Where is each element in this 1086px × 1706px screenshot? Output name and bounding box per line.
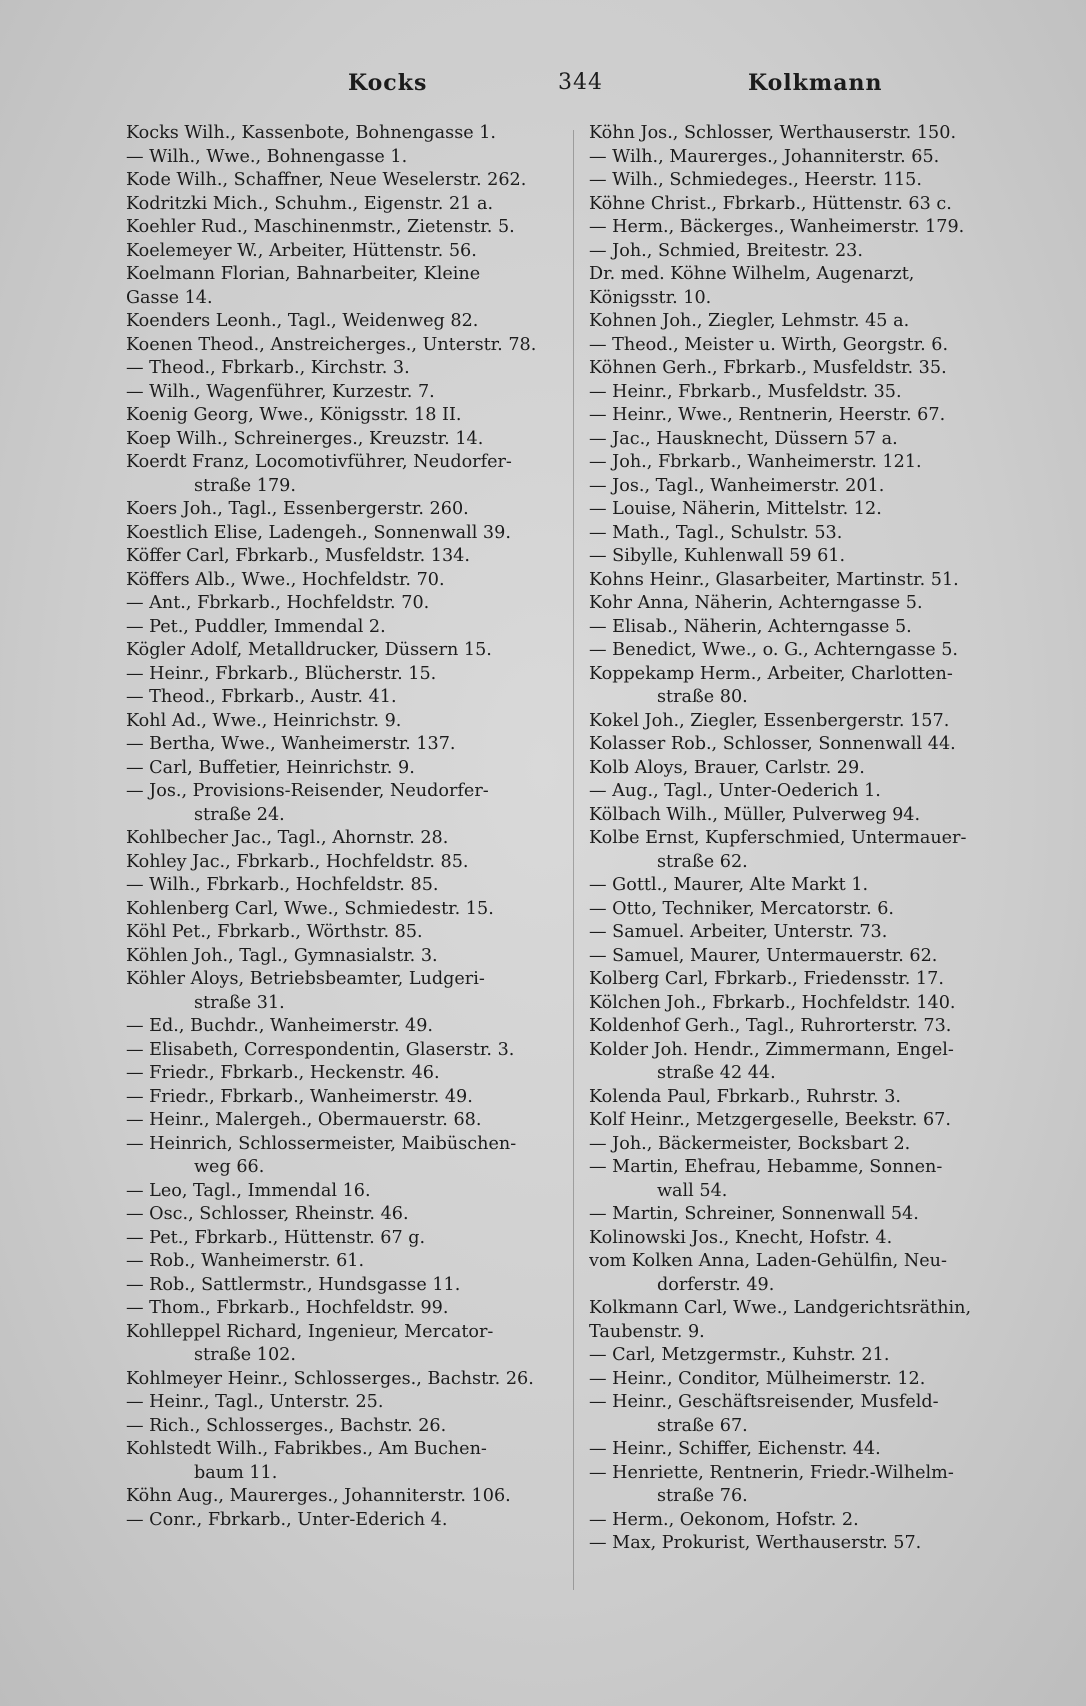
directory-entry-line: Koenig Georg, Wwe., Königsstr. 18 II. xyxy=(126,405,462,425)
directory-entry-line: — Wilh., Maurerges., Johanniterstr. 65. xyxy=(589,146,940,167)
directory-entry-line: — Jos., Provisions-Reisender, Neudorfer- xyxy=(126,781,489,801)
directory-entry-line: straße 67. xyxy=(657,1415,748,1436)
directory-entry-line: — Heinr., Fbrkarb., Musfeldstr. 35. xyxy=(589,381,902,402)
directory-entry-line: Kohr Anna, Näherin, Achterngasse 5. xyxy=(589,593,923,613)
directory-entry-line: vom Kolken Anna, Laden-Gehülfin, Neu- xyxy=(589,1251,947,1271)
directory-entry-line: — Elisabeth, Correspondentin, Glaserstr. 3. xyxy=(126,1039,515,1060)
directory-entry-line: dorferstr. 49. xyxy=(657,1274,775,1295)
directory-entry-line: Köffers Alb., Wwe., Hochfeldstr. 70. xyxy=(126,569,445,590)
directory-entry-line: — Theod., Fbrkarb., Austr. 41. xyxy=(126,687,397,707)
page-header xyxy=(120,70,970,110)
directory-entry-line: Koers Joh., Tagl., Essenbergerstr. 260. xyxy=(126,499,469,519)
directory-entry-line: Kolf Heinr., Metzgergeselle, Beekstr. 67. xyxy=(589,1110,951,1130)
directory-entry-line: — Math., Tagl., Schulstr. 53. xyxy=(589,522,843,543)
directory-entry-line: Kohlenberg Carl, Wwe., Schmiedestr. 15. xyxy=(126,898,494,919)
directory-entry-line: straße 24. xyxy=(194,804,285,825)
directory-entry-line: Kögler Adolf, Metalldrucker, Düssern 15. xyxy=(126,640,492,660)
directory-entry-line: — Louise, Näherin, Mittelstr. 12. xyxy=(589,499,882,519)
directory-entry-line: — Wilh., Fbrkarb., Hochfeldstr. 85. xyxy=(126,875,439,895)
directory-entry-line: — Samuel. Arbeiter, Unterstr. 73. xyxy=(589,922,888,942)
directory-entry-line: — Heinr., Wwe., Rentnerin, Heerstr. 67. xyxy=(589,405,946,425)
directory-entry-line: — Elisab., Näherin, Achterngasse 5. xyxy=(589,616,912,637)
directory-entry-line: — Herm., Oekonom, Hofstr. 2. xyxy=(589,1509,859,1530)
directory-entry-line: straße 179. xyxy=(194,475,296,496)
directory-entry-line: Kohlmeyer Heinr., Schlosserges., Bachstr. 26. xyxy=(126,1368,534,1389)
directory-entry-line: Kode Wilh., Schaffner, Neue Weselerstr. 262. xyxy=(126,170,527,190)
directory-entry-line: Koerdt Franz, Locomotivführer, Neudorfer- xyxy=(126,452,512,472)
directory-entry-line: — Theod., Fbrkarb., Kirchstr. 3. xyxy=(126,358,410,378)
directory-entry-line: — Theod., Meister u. Wirth, Georgstr. 6. xyxy=(589,334,949,355)
directory-entry-line: — Osc., Schlosser, Rheinstr. 46. xyxy=(126,1204,409,1224)
directory-entry-line: Köhn Aug., Maurerges., Johanniterstr. 106. xyxy=(126,1486,511,1506)
directory-entry-line: Taubenstr. 9. xyxy=(589,1321,705,1342)
directory-entry-line: Kohnen Joh., Ziegler, Lehmstr. 45 a. xyxy=(589,311,910,331)
directory-entry-line: Koenders Leonh., Tagl., Weidenweg 82. xyxy=(126,311,479,331)
directory-entry-line: Kohlbecher Jac., Tagl., Ahornstr. 28. xyxy=(126,828,449,848)
directory-entry-line: — Jac., Hausknecht, Düssern 57 a. xyxy=(589,428,898,449)
directory-entry-line: straße 80. xyxy=(657,687,748,707)
directory-entry-line: Koppekamp Herm., Arbeiter, Charlotten- xyxy=(589,663,953,684)
directory-entry-line: Kohns Heinr., Glasarbeiter, Martinstr. 51. xyxy=(589,569,959,590)
directory-entry-line: — Heinrich, Schlossermeister, Maibüschen- xyxy=(126,1133,517,1154)
directory-entry-line: Kolasser Rob., Schlosser, Sonnenwall 44. xyxy=(589,734,956,754)
directory-entry-line: — Henriette, Rentnerin, Friedr.-Wilhelm- xyxy=(589,1462,954,1483)
directory-entry-line: — Ed., Buchdr., Wanheimerstr. 49. xyxy=(126,1016,434,1036)
header-left-keyword: Kocks xyxy=(348,70,428,96)
directory-entry-line: Köhnen Gerh., Fbrkarb., Musfeldstr. 35. xyxy=(589,358,947,378)
directory-entry-line: Koelmann Florian, Bahnarbeiter, Kleine xyxy=(126,264,481,284)
directory-entry-line: — Pet., Puddler, Immendal 2. xyxy=(126,616,386,637)
directory-entry-line: baum 11. xyxy=(194,1462,278,1483)
directory-entry-line: — Heinr., Conditor, Mülheimerstr. 12. xyxy=(589,1368,926,1389)
directory-entry-line: Kohlleppel Richard, Ingenieur, Mercator- xyxy=(126,1321,494,1342)
directory-entry-line: — Martin, Ehefrau, Hebamme, Sonnen- xyxy=(589,1157,943,1177)
directory-entry-line: Kolkmann Carl, Wwe., Landgerichtsräthin, xyxy=(589,1298,972,1318)
directory-entry-line: — Max, Prokurist, Werthauserstr. 57. xyxy=(589,1533,922,1553)
directory-entry-line: — Heinr., Malergeh., Obermauerstr. 68. xyxy=(126,1110,482,1130)
directory-entry-line: straße 76. xyxy=(657,1486,748,1506)
left-column xyxy=(126,122,554,1532)
directory-entry-line: — Friedr., Fbrkarb., Heckenstr. 46. xyxy=(126,1063,440,1083)
directory-entry-line: straße 102. xyxy=(194,1345,296,1365)
directory-entry-line: Kocks Wilh., Kassenbote, Bohnengasse 1. xyxy=(126,123,497,143)
directory-entry-line: — Joh., Bäckermeister, Bocksbart 2. xyxy=(589,1133,911,1154)
directory-entry-line: weg 66. xyxy=(194,1157,265,1177)
directory-entry-line: wall 54. xyxy=(657,1180,728,1201)
directory-entry-line: — Conr., Fbrkarb., Unter-Ederich 4. xyxy=(126,1509,448,1530)
page-number: 344 xyxy=(558,70,603,95)
directory-entry-line: — Rich., Schlosserges., Bachstr. 26. xyxy=(126,1415,447,1436)
directory-entry-line: — Friedr., Fbrkarb., Wanheimerstr. 49. xyxy=(126,1086,473,1107)
directory-entry-line: Köhler Aloys, Betriebsbeamter, Ludgeri- xyxy=(126,969,485,989)
directory-entry-line: Kohlstedt Wilh., Fabrikbes., Am Buchen- xyxy=(126,1439,487,1459)
directory-entry-line: — Heinr., Schiffer, Eichenstr. 44. xyxy=(589,1439,881,1459)
directory-entry-line: Koehler Rud., Maschinenmstr., Zietenstr. 5. xyxy=(126,217,515,237)
directory-entry-line: Koep Wilh., Schreinerges., Kreuzstr. 14. xyxy=(126,428,484,449)
directory-entry-line: — Leo, Tagl., Immendal 16. xyxy=(126,1180,371,1201)
directory-entry-line: Kölbach Wilh., Müller, Pulverweg 94. xyxy=(589,804,921,825)
directory-entry-line: — Heinr., Fbrkarb., Blücherstr. 15. xyxy=(126,663,437,684)
directory-entry-line: — Martin, Schreiner, Sonnenwall 54. xyxy=(589,1204,919,1224)
directory-entry-line: — Jos., Tagl., Wanheimerstr. 201. xyxy=(589,475,885,496)
directory-entry-line: Koenen Theod., Anstreicherges., Unterstr. 78. xyxy=(126,334,537,355)
header-right-keyword: Kolkmann xyxy=(748,70,883,96)
column-divider xyxy=(573,130,574,1590)
directory-entry-line: — Wilh., Schmiedeges., Heerstr. 115. xyxy=(589,170,922,190)
directory-entry-line: Kolder Joh. Hendr., Zimmermann, Engel- xyxy=(589,1039,954,1060)
directory-entry-line: straße 62. xyxy=(657,851,748,872)
directory-entry-line: — Joh., Schmied, Breitestr. 23. xyxy=(589,240,863,261)
directory-entry-line: — Samuel, Maurer, Untermauerstr. 62. xyxy=(589,945,938,966)
directory-entry-line: — Heinr., Geschäftsreisender, Musfeld- xyxy=(589,1392,939,1412)
directory-entry-line: — Otto, Techniker, Mercatorstr. 6. xyxy=(589,898,894,919)
directory-entry-line: Koldenhof Gerh., Tagl., Ruhrorterstr. 73. xyxy=(589,1016,952,1036)
directory-entry-line: Köhne Christ., Fbrkarb., Hüttenstr. 63 c. xyxy=(589,193,952,214)
directory-entry-line: — Aug., Tagl., Unter-Oederich 1. xyxy=(589,781,881,801)
directory-entry-line: — Bertha, Wwe., Wanheimerstr. 137. xyxy=(126,734,456,754)
directory-entry-line: Kolb Aloys, Brauer, Carlstr. 29. xyxy=(589,757,865,778)
directory-entry-line: Kolenda Paul, Fbrkarb., Ruhrstr. 3. xyxy=(589,1086,902,1107)
directory-entry-line: Köhn Jos., Schlosser, Werthauserstr. 150. xyxy=(589,123,957,143)
directory-entry-line: — Thom., Fbrkarb., Hochfeldstr. 99. xyxy=(126,1298,449,1318)
directory-entry-line: — Benedict, Wwe., o. G., Achterngasse 5. xyxy=(589,640,958,660)
directory-entry-line: Kolberg Carl, Fbrkarb., Friedensstr. 17. xyxy=(589,969,944,989)
directory-entry-line: Kohley Jac., Fbrkarb., Hochfeldstr. 85. xyxy=(126,851,469,872)
directory-entry-line: — Heinr., Tagl., Unterstr. 25. xyxy=(126,1392,384,1412)
directory-entry-line: — Ant., Fbrkarb., Hochfeldstr. 70. xyxy=(126,593,430,613)
directory-entry-line: — Gottl., Maurer, Alte Markt 1. xyxy=(589,875,869,895)
directory-entry-line: straße 42 44. xyxy=(657,1063,776,1083)
directory-entry-line: Köhlen Joh., Tagl., Gymnasialstr. 3. xyxy=(126,945,438,966)
directory-entry-line: — Wilh., Wagenführer, Kurzestr. 7. xyxy=(126,381,435,402)
directory-entry-line: Gasse 14. xyxy=(126,287,213,308)
right-column xyxy=(589,122,1017,1556)
directory-entry-line: straße 31. xyxy=(194,992,285,1013)
directory-entry-line: — Pet., Fbrkarb., Hüttenstr. 67 g. xyxy=(126,1227,426,1248)
directory-entry-line: Kolbe Ernst, Kupferschmied, Untermauer- xyxy=(589,828,967,848)
directory-entry-line: — Carl, Metzgermstr., Kuhstr. 21. xyxy=(589,1345,890,1365)
directory-entry-line: Kokel Joh., Ziegler, Essenbergerstr. 157. xyxy=(589,710,950,731)
directory-entry-line: Dr. med. Köhne Wilhelm, Augenarzt, xyxy=(589,264,915,284)
directory-entry-line: Kolinowski Jos., Knecht, Hofstr. 4. xyxy=(589,1227,893,1248)
directory-entry-line: Köffer Carl, Fbrkarb., Musfeldstr. 134. xyxy=(126,546,470,566)
directory-entry-line: Kodritzki Mich., Schuhm., Eigenstr. 21 a. xyxy=(126,193,494,214)
directory-entry-line: Kohl Ad., Wwe., Heinrichstr. 9. xyxy=(126,710,402,731)
directory-entry-line: — Herm., Bäckerges., Wanheimerstr. 179. xyxy=(589,217,965,237)
directory-entry-line: Koelemeyer W., Arbeiter, Hüttenstr. 56. xyxy=(126,240,477,261)
directory-entry-line: Köhl Pet., Fbrkarb., Wörthstr. 85. xyxy=(126,922,423,942)
directory-entry-line: — Wilh., Wwe., Bohnengasse 1. xyxy=(126,146,408,167)
directory-entry-line: — Carl, Buffetier, Heinrichstr. 9. xyxy=(126,757,415,778)
directory-entry-line: — Joh., Fbrkarb., Wanheimerstr. 121. xyxy=(589,452,922,472)
directory-entry-line: Königsstr. 10. xyxy=(589,287,712,308)
directory-entry-line: Kölchen Joh., Fbrkarb., Hochfeldstr. 140. xyxy=(589,992,956,1013)
directory-entry-line: — Sibylle, Kuhlenwall 59 61. xyxy=(589,546,846,566)
directory-entry-line: — Rob., Sattlermstr., Hundsgasse 11. xyxy=(126,1274,461,1295)
directory-entry-line: — Rob., Wanheimerstr. 61. xyxy=(126,1251,365,1271)
directory-entry-line: Koestlich Elise, Ladengeh., Sonnenwall 39. xyxy=(126,522,511,543)
